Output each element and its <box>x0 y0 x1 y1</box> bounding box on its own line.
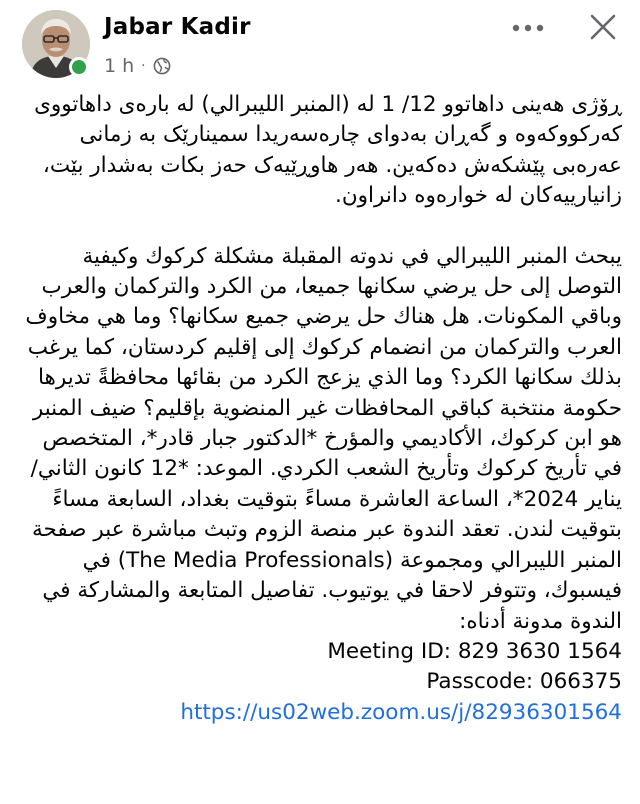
online-status-dot <box>69 57 89 77</box>
kurdish-paragraph: ڕۆژی هەینی داهاتوو 12/ 1 لە (المنبر الليبرالي) لە بارەی داهاتووی کەرکووکەوە و گەڕان بەدوای چارەسەریدا سمینارێک بە زمانی عەرەبی پێشکەش دەکەین. هەر هاوڕێیەک حەز بکات بەشدار بێت، زانیارییەکان لە خوارەوە دانراون. <box>34 92 622 209</box>
meeting-id: Meeting ID: 829 3630 1564 <box>327 638 622 664</box>
post-meta <box>104 53 171 79</box>
more-dots-icon <box>510 23 546 33</box>
post-body <box>18 90 622 728</box>
post-time[interactable]: 1 h <box>104 55 135 77</box>
zoom-link[interactable]: https://us02web.zoom.us/j/82936301564 <box>180 699 622 725</box>
more-options-button[interactable] <box>508 14 548 42</box>
author-avatar-container[interactable] <box>22 10 90 78</box>
post-header <box>0 0 640 88</box>
author-name[interactable]: Jabar Kadir <box>104 14 251 40</box>
passcode: Passcode: 066375 <box>426 669 622 695</box>
meta-separator: · <box>141 58 146 74</box>
paragraph-gap <box>18 212 622 242</box>
close-icon <box>590 14 616 40</box>
arabic-paragraph: يبحث المنبر الليبرالي في ندوته المقبلة مشكلة كركوك وكيفية التوصل إلى حل يرضي سكانها جميعا، من الكرد والتركمان والعرب وباقي المكونات. هل هناك حل يرضي جميع سكانها؟ وما هي مخاوف العرب والتركمان من انضمام كركوك إلى إقليم كردستان، كما يرغب بذلك سكانها الكرد؟ وما الذي يزعج الكرد من بقائها محافظةً تديرها حكومة منتخبة كباقي المحافظات غير المنضوية بإقليم؟ ضيف المنبر هو ابن كركوك، الأكاديمي والمؤرخ *الدكتور جبار قادر*، المتخصص في تأريخ كركوك وتأريخ الشعب الكردي. الموعد: *12 كانون الثاني/يناير 2024*، الساعة العاشرة مساءً بتوقيت بغداد، السابعة مساءً بتوقيت لندن. تعقد الندوة عبر منصة الزوم وتبث مباشرة عبر صفحة المنبر الليبرالي ومجموعة (The Media Professionals) في فيسبوك، وتتوفر لاحقا في يوتيوب. تفاصيل المتابعة والمشاركة في الندوة مدونة أدناه: <box>25 243 622 634</box>
close-button[interactable] <box>584 8 622 46</box>
globe-icon[interactable] <box>153 57 171 75</box>
